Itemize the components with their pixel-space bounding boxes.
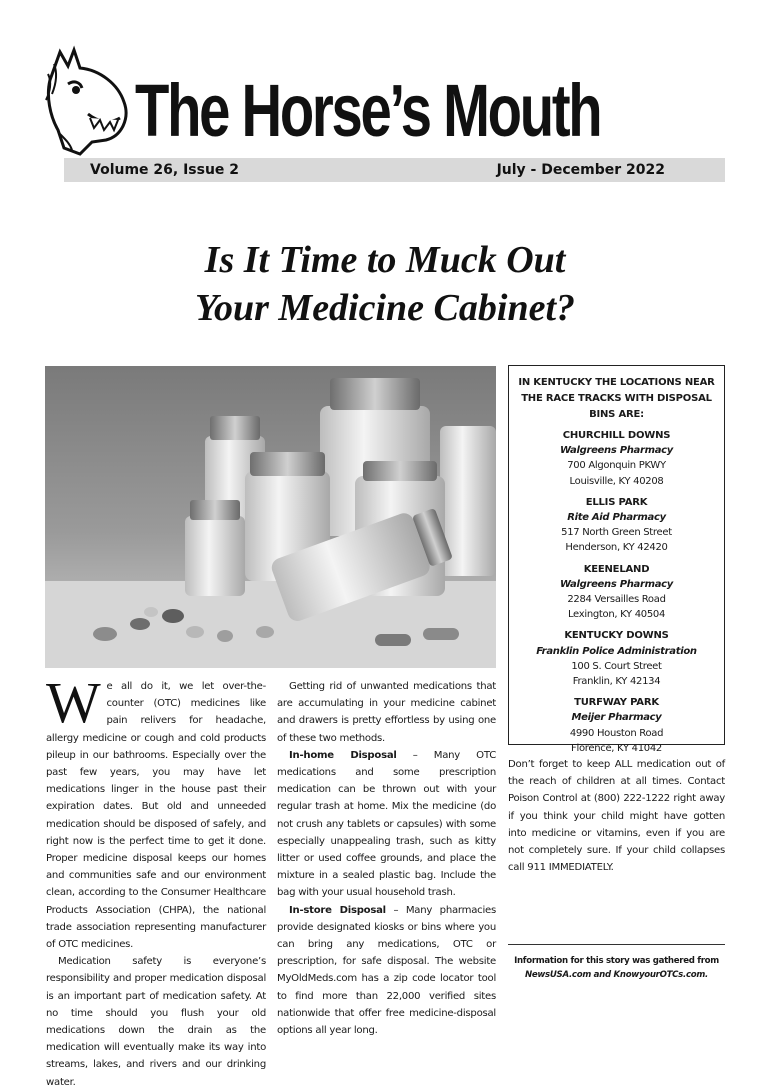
- track-name: ELLIS PARK: [585, 496, 648, 508]
- story-credit: [508, 954, 725, 982]
- issue-bar: [64, 158, 725, 182]
- track-name: KENTUCKY DOWNS: [564, 630, 669, 642]
- store-address: 4990 Houston Road: [569, 727, 664, 739]
- horse-head-logo: [40, 44, 140, 156]
- store-name: Meijer Pharmacy: [571, 712, 662, 724]
- article-column-2: [277, 678, 496, 1039]
- lead-in: In-home Disposal: [289, 749, 397, 761]
- article-headline: [0, 236, 770, 332]
- store-address: 2284 Versailles Road: [567, 594, 666, 606]
- store-address: 517 North Green Street: [561, 527, 672, 539]
- store-city: Lexington, KY 40504: [567, 609, 666, 621]
- issue-date: July - December 2022: [496, 162, 665, 178]
- headline-line-2: Your Medicine Cabinet?: [194, 287, 576, 329]
- store-name: Rite Aid Pharmacy: [567, 512, 666, 524]
- issue-number: Volume 26, Issue 2: [90, 162, 240, 178]
- store-name: Franklin Police Administration: [536, 645, 697, 657]
- article-column-3: [508, 756, 725, 876]
- paragraph-text: – Many OTC medications and some prescription medication can be thrown out with your regular trash at home. Mix the medicine (do not crush any tablets or capsules) with some especially unappealing trash, such as kitty litter or used coffee grounds, and place the mixture in a sealed plastic bag. Include the bag with your usual household trash.: [277, 749, 496, 899]
- track-name: TURFWAY PARK: [574, 697, 659, 709]
- store-city: Louisville, KY 40208: [569, 475, 664, 487]
- masthead-title: The Horse’s Mouth: [135, 69, 601, 152]
- store-city: Florence, KY 41042: [571, 742, 662, 754]
- article-column-1: [46, 670, 266, 1091]
- article-paragraph: Getting rid of unwanted medications that are accumulating in your medicine cabinet and drawers is pretty effortless by using one of these two methods.: [277, 681, 496, 744]
- article-paragraph: [277, 747, 496, 902]
- store-address: 100 S. Court Street: [571, 660, 662, 672]
- location-entry: [517, 495, 716, 556]
- drop-cap: W: [46, 670, 101, 735]
- location-entry: [517, 428, 716, 489]
- store-city: Franklin, KY 42134: [572, 676, 661, 688]
- medicine-bottles-photo: [45, 366, 496, 668]
- location-entry: [517, 628, 716, 689]
- disposal-locations-box: [508, 365, 725, 754]
- paragraph-text: e all do it, we let over-the-counter (OTC) medicines like pain relivers for headache, allergy medicine or cough and cold products pileup in our bathrooms. Especially over the past few years, you may have let medications linger in the house past their expiration dates. But old and unneeded medication should be disposed of safely, and right now is the perfect time to get it done. Proper medicine disposal keeps our homes and communities safe and our environment clean, according to the Consumer Healthcare Products Association (CHPA), the national trade association representing manufacturer of OTC medicines.: [46, 681, 266, 951]
- lead-in: In-store Disposal: [289, 904, 386, 916]
- store-address: 700 Algonquin PKWY: [567, 460, 666, 472]
- headline-line-1: Is It Time to Muck Out: [204, 239, 566, 281]
- article-paragraph: Don’t forget to keep ALL medication out of the reach of children at all times. Contact Poison Control at (800) 222-1222 right away if you think your child might have gotten into medicine or vitamins, even if you are not completely sure. If your child collapses call 911 IMMEDIATELY.: [508, 759, 725, 874]
- credit-line-1: Information for this story was gathered from: [514, 956, 719, 966]
- sidebar-title: IN KENTUCKY THE LOCATIONS NEAR THE RACE TRACKS WITH DISPOSAL BINS ARE:: [518, 377, 715, 420]
- paragraph-text: – Many pharmacies provide designated kiosks or bins where you can bring any medications, OTC or prescription, for safe disposal. The website MyOldMeds.com has a zip code locator tool to find more than 22,000 verified sites nationwide that offer free medicine-disposal options all year long.: [277, 904, 496, 1037]
- store-name: Walgreens Pharmacy: [559, 578, 674, 590]
- location-entry: [517, 695, 716, 756]
- store-city: Henderson, KY 42420: [565, 542, 668, 554]
- divider: [508, 944, 725, 945]
- track-name: CHURCHILL DOWNS: [562, 430, 671, 441]
- track-name: KEENELAND: [583, 563, 650, 575]
- store-name: Walgreens Pharmacy: [559, 445, 674, 457]
- article-paragraph: [277, 902, 496, 1040]
- credit-line-2: NewsUSA.com and KnowyourOTCs.com.: [525, 970, 708, 980]
- location-entry: [517, 562, 716, 623]
- article-paragraph: [46, 670, 266, 953]
- article-paragraph: Medication safety is everyone’s responsibility and proper medication disposal is an important part of medication safety. At no time should you flush your old medications down the drain as the medication will eventually make its way into streams, lakes, and rivers and our drinking water.: [46, 956, 266, 1088]
